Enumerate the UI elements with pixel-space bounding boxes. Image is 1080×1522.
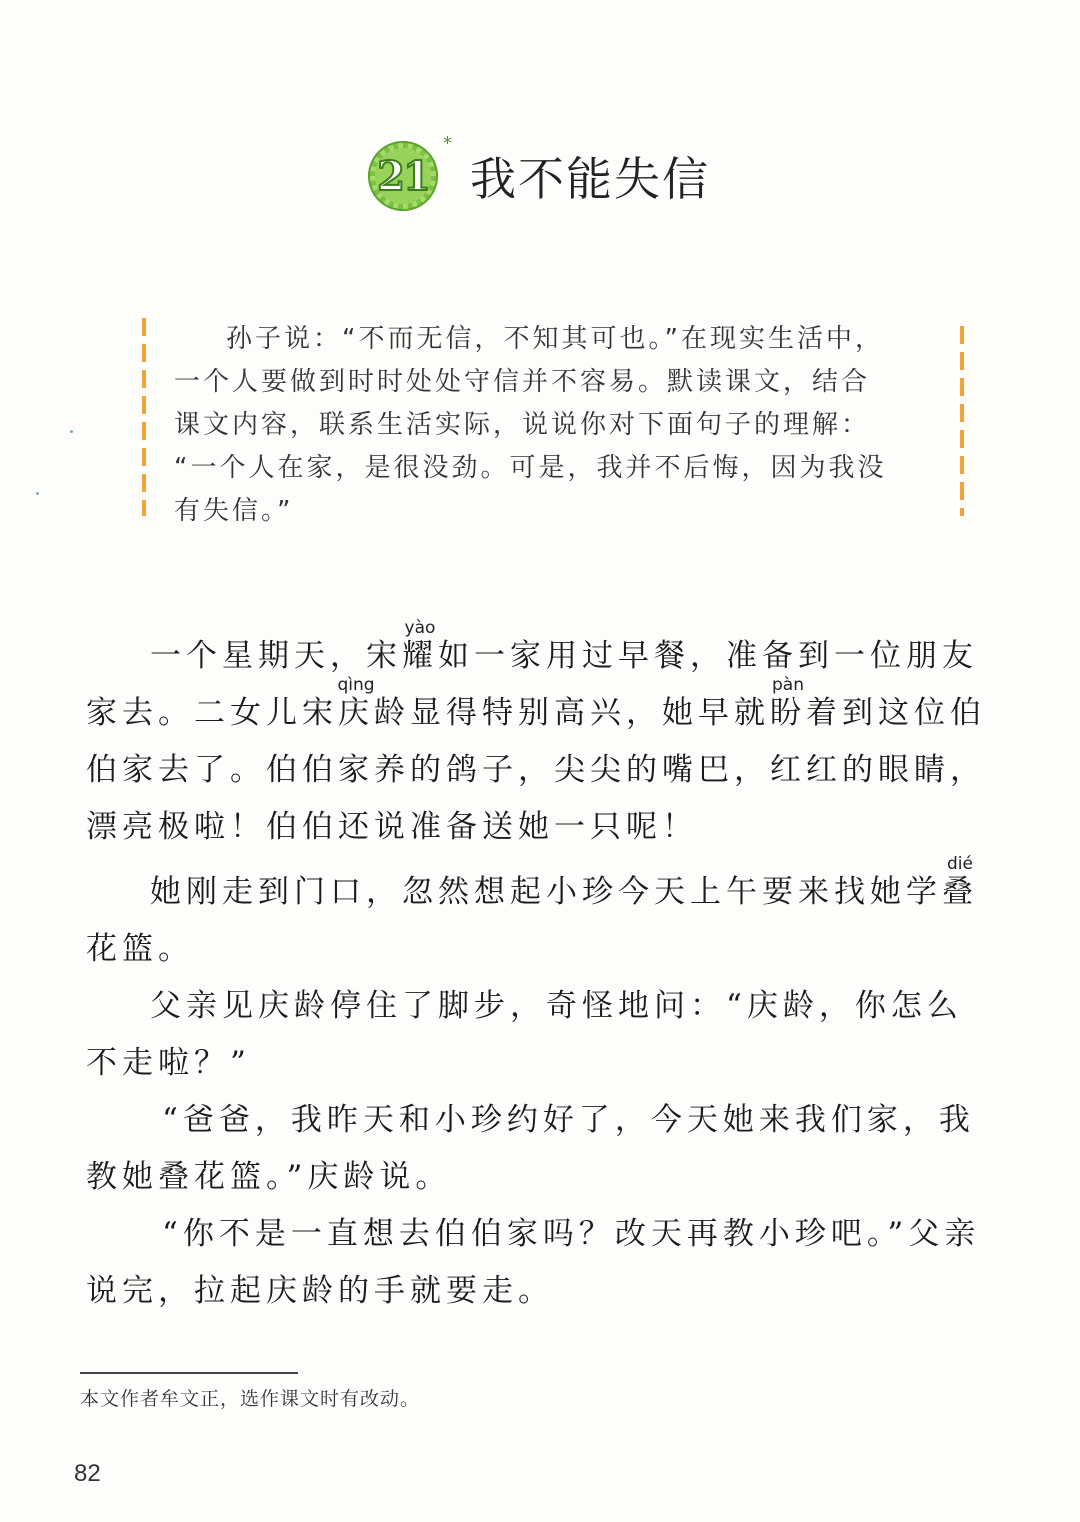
ruby-pan [770, 675, 806, 731]
ruby-qing [337, 675, 375, 731]
badge-inner [375, 148, 431, 204]
page-number: 82 [74, 1460, 101, 1487]
paragraph-2-part-b: 花篮。 [86, 931, 194, 967]
intro-line-4: “一个人在家，是很没劲。可是，我并不后悔，因为我没 [174, 453, 887, 483]
pinyin: yào [402, 618, 438, 638]
paragraph-1-part-b: 如一家用过早餐，准备到一位朋友家去。二女儿宋 [86, 638, 978, 731]
pinyin: dié [942, 854, 978, 874]
ruby-char: 耀 [402, 638, 438, 674]
intro-line-3: 课文内容，联系生活实际，说说你对下面句子的理解： [174, 410, 871, 440]
paper-speck [70, 430, 73, 433]
asterisk-mark: * [443, 133, 452, 154]
lesson-number: 21 [377, 152, 429, 200]
paragraph-5: “你不是一直想去伯伯家吗？改天再教小珍吧。”父亲说完，拉起庆龄的手就要走。 [86, 1216, 981, 1309]
pinyin: pàn [770, 675, 806, 695]
lesson-title: 我不能失信 [470, 152, 710, 206]
pinyin: qìng [337, 675, 375, 695]
ruby-char: 叠 [942, 874, 978, 910]
paragraph-1 [86, 620, 994, 856]
intro-right-bar [960, 326, 964, 516]
paragraph-4: “爸爸，我昨天和小珍约好了，今天她来我们家，我教她叠花篮。”庆龄说。 [86, 1102, 975, 1195]
ruby-die [942, 854, 978, 910]
footnote-divider [80, 1372, 298, 1374]
ruby-yao [402, 618, 438, 674]
paragraph-1-part-a: 一个星期天，宋 [150, 638, 402, 674]
lesson-body [86, 620, 994, 1320]
ruby-char: 庆 [337, 695, 375, 731]
intro-left-bar [142, 318, 146, 516]
paragraph-1-part-d: 着到这位伯伯家去了。伯伯家养的鸽子，尖尖的嘴巴，红红的眼睛，漂亮极啦！伯伯还说准备送她一只呢！ [86, 695, 986, 845]
intro-line-5: 有失信。” [174, 496, 294, 526]
paragraph-2-part-a: 她刚走到门口，忽然想起小珍今天上午要来找她学 [150, 874, 942, 910]
paragraph-1-part-c: 龄显得特别高兴，她早就 [374, 695, 770, 731]
lesson-number-badge [368, 133, 452, 211]
paragraph-2 [86, 856, 994, 978]
intro-line-2: 一个人要做到时时处处守信并不容易。默读课文，结合 [174, 367, 871, 397]
intro-line-1: 孙子说：“不而无信，不知其可也。”在现实生活中， [226, 324, 884, 354]
paper-speck [36, 492, 39, 495]
intro-text [174, 318, 914, 533]
paragraph-3: 父亲见庆龄停住了脚步，奇怪地问：“庆龄，你怎么不走啦？” [86, 988, 963, 1081]
intro-box [142, 318, 964, 526]
lesson-heading [368, 133, 710, 216]
ruby-char: 盼 [770, 695, 806, 731]
footnote: 本文作者牟文正，选作课文时有改动。 [80, 1388, 421, 1410]
